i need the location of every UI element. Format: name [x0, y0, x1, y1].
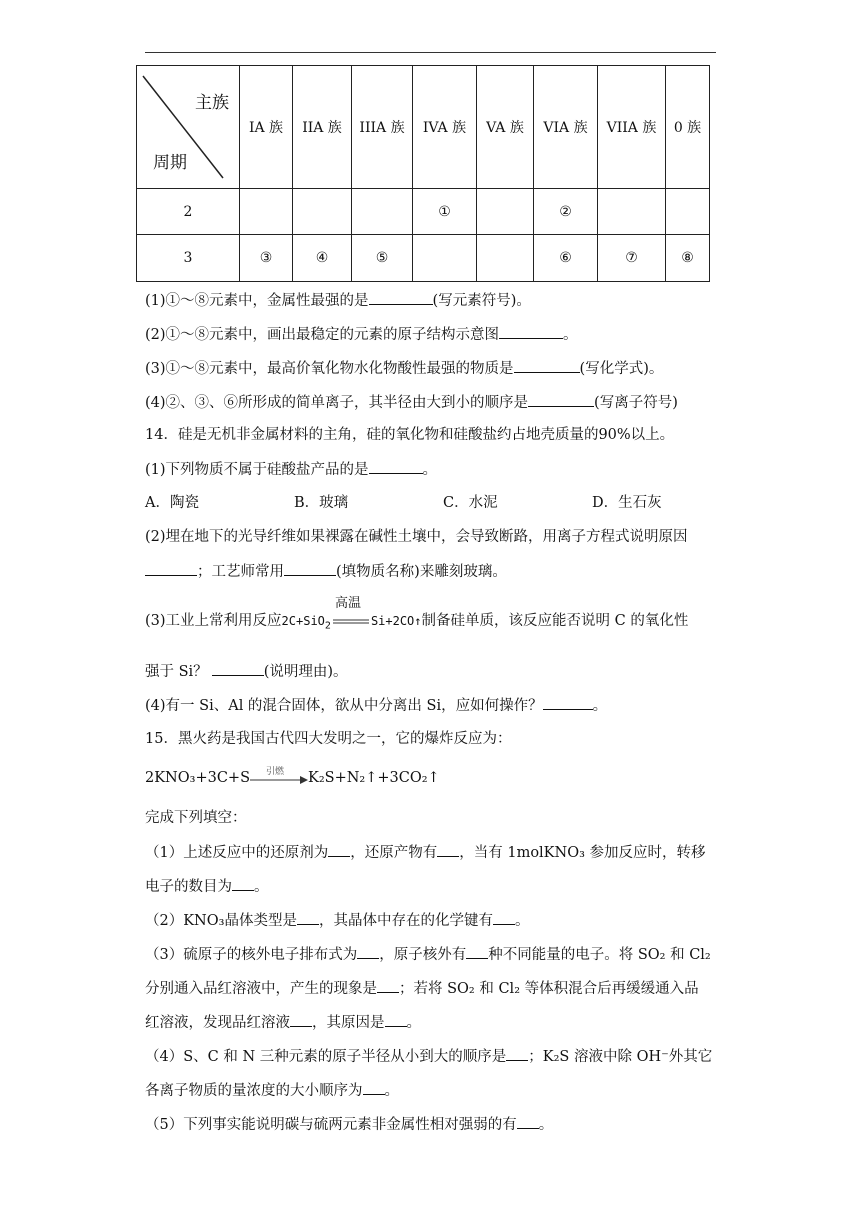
answer-blank[interactable] [357, 944, 379, 959]
corner-label-group: 主族 [195, 93, 229, 113]
answer-blank[interactable] [506, 1046, 528, 1061]
q14-part2-mid: ；工艺师常用 [197, 564, 284, 580]
table-cell: ⑥ [534, 235, 598, 282]
header-cell: IVA 族 [413, 66, 477, 189]
q15-equation [145, 768, 440, 788]
table-cell [477, 235, 534, 282]
table-cell: ⑤ [352, 235, 413, 282]
double-line-icon [333, 608, 369, 634]
q15-part2: （2）KNO₃晶体类型是 ，其晶体中存在的化学键有 。 [145, 910, 529, 931]
header-cell: 0 族 [666, 66, 710, 189]
answer-blank[interactable] [290, 1012, 312, 1027]
q13-part2-text: (2)①～⑧元素中，画出最稳定的元素的原子结构示意图 [145, 327, 500, 343]
table-cell: ⑧ [666, 235, 710, 282]
equation-condition [333, 596, 369, 634]
q13-part1-tail: (写元素符号)。 [432, 293, 531, 309]
q14-option-a[interactable]: A．陶瓷 [145, 495, 199, 511]
condition-label: 引燃 [266, 767, 285, 777]
table-cell: ② [534, 189, 598, 235]
q14-part1-tail: 。 [422, 462, 438, 478]
q15-part4-cont: 各离子物质的量浓度的大小顺序为 。 [145, 1080, 399, 1101]
q14-part1 [145, 459, 437, 480]
corner-cell [137, 66, 240, 189]
table-cell [413, 235, 477, 282]
header-cell: VIIA 族 [598, 66, 666, 189]
answer-blank[interactable] [369, 290, 433, 305]
periodic-table [136, 65, 710, 282]
q13-part2 [145, 324, 578, 345]
q14-part3-text: (3)工业上常利用反应 [145, 613, 282, 629]
answer-blank[interactable] [499, 324, 563, 339]
table-row [137, 189, 710, 235]
table-cell [666, 189, 710, 235]
q14-part3 [145, 596, 689, 636]
answer-blank[interactable] [377, 978, 399, 993]
q13-part3-text: (3)①～⑧元素中，最高价氧化物水化物酸性最强的物质是 [145, 361, 514, 377]
top-rule [145, 52, 716, 53]
q14-part2-cont [145, 561, 507, 582]
period-cell: 3 [137, 235, 240, 282]
answer-blank[interactable] [517, 1114, 539, 1129]
q14-part4 [145, 695, 607, 716]
q14-part4-tail: 。 [592, 698, 608, 714]
header-cell: VA 族 [477, 66, 534, 189]
q14-intro: 14．硅是无机非金属材料的主角，硅的氧化物和硅酸盐约占地壳质量的90%以上。 [145, 427, 675, 443]
q14-part2-tail: (填物质名称)来雕刻玻璃。 [336, 564, 507, 580]
table-cell [598, 189, 666, 235]
q15-part3-cont2: 红溶液，发现品红溶液 ，其原因是 。 [145, 1012, 421, 1033]
table-cell: ① [413, 189, 477, 235]
q15-part4: （4）S、C 和 N 三种元素的原子半径从小到大的顺序是 ；K₂S 溶液中除 OH⁻外其它 [145, 1046, 712, 1067]
table-cell [352, 189, 413, 235]
q14-part3-tail: 制备硅单质，该反应能否说明 C 的氧化性 [421, 613, 689, 629]
q15-part3: （3）硫原子的核外电子排布式为 ，原子核外有 种不同能量的电子。将 SO₂ 和 Cl₂ [145, 944, 711, 965]
q14-part3-tail2: (说明理由)。 [263, 664, 348, 680]
header-cell: IA 族 [240, 66, 293, 189]
q14-part1-text: (1)下列物质不属于硅酸盐产品的是 [145, 462, 369, 478]
equation-right: Si+2CO↑ [370, 614, 422, 628]
equation-left: 2C+SiO$_2$ [281, 614, 331, 632]
table-row [137, 235, 710, 282]
q14-part3-cont [145, 661, 348, 682]
right-arrow-icon [250, 770, 308, 786]
q13-part4-text: (4)②、③、⑥所形成的简单离子，其半径由大到小的顺序是 [145, 395, 529, 411]
answer-blank[interactable] [369, 459, 423, 474]
q14-option-b[interactable]: B．玻璃 [294, 495, 349, 511]
q15-part1: （1）上述反应中的还原剂为 ，还原产物有 ，当有 1molKNO₃ 参加反应时，转移 [145, 842, 706, 863]
answer-blank[interactable] [212, 661, 264, 676]
answer-blank[interactable] [528, 392, 594, 407]
q13-part3 [145, 358, 663, 379]
q13-part2-tail: 。 [563, 327, 578, 343]
table-cell: ④ [293, 235, 352, 282]
table-cell [240, 189, 293, 235]
q14-part4-text: (4)有一 Si、Al 的混合固体，欲从中分离出 Si，应如何操作？ [145, 698, 543, 714]
q14-part2: (2)埋在地下的光导纤维如果裸露在碱性土壤中，会导致断路，用离子方程式说明原因 [145, 529, 688, 545]
answer-blank[interactable] [284, 561, 336, 576]
period-cell: 2 [137, 189, 240, 235]
answer-blank[interactable] [328, 842, 350, 857]
table-cell: ③ [240, 235, 293, 282]
q13-part1 [145, 290, 531, 311]
answer-blank[interactable] [493, 910, 515, 925]
table-cell [293, 189, 352, 235]
answer-blank[interactable] [363, 1080, 385, 1095]
table-cell [477, 189, 534, 235]
q15-part5: （5）下列事实能说明碳与硫两元素非金属性相对强弱的有 。 [145, 1114, 553, 1135]
condition-label: 高温 [334, 596, 361, 611]
answer-blank[interactable] [385, 1012, 407, 1027]
answer-blank[interactable] [543, 695, 593, 710]
q13-part1-text: (1)①～⑧元素中，金属性最强的是 [145, 293, 369, 309]
q15-fill-label: 完成下列填空： [145, 810, 247, 826]
table-header-row [137, 66, 710, 189]
equation-left: 2KNO₃+3C+S [145, 770, 250, 786]
table-cell: ⑦ [598, 235, 666, 282]
answer-blank[interactable] [297, 910, 319, 925]
header-cell: IIA 族 [293, 66, 352, 189]
q14-option-d[interactable]: D．生石灰 [592, 495, 662, 511]
answer-blank[interactable] [145, 561, 197, 576]
q14-part3-question: 强于 Si？ [145, 664, 208, 680]
equation-right: K₂S+N₂↑+3CO₂↑ [308, 770, 440, 786]
q13-part4-tail: (写离子符号) [594, 395, 678, 411]
answer-blank[interactable] [437, 842, 459, 857]
equation-arrow [250, 767, 308, 786]
q14-option-c[interactable]: C．水泥 [443, 495, 498, 511]
q13-part3-tail: (写化学式)。 [579, 361, 664, 377]
answer-blank[interactable] [514, 358, 580, 373]
answer-blank[interactable] [232, 876, 254, 891]
header-cell: VIA 族 [534, 66, 598, 189]
q15-part3-cont: 分别通入品红溶液中，产生的现象是 ；若将 SO₂ 和 Cl₂ 等体积混合后再缓缓通入品 [145, 978, 699, 999]
q15-part1-cont: 电子的数目为 。 [145, 876, 269, 897]
answer-blank[interactable] [466, 944, 488, 959]
q13-part4 [145, 392, 678, 413]
header-cell: IIIA 族 [352, 66, 413, 189]
corner-label-period: 周期 [153, 153, 187, 173]
q15-intro: 15．黑火药是我国古代四大发明之一，它的爆炸反应为： [145, 731, 512, 747]
